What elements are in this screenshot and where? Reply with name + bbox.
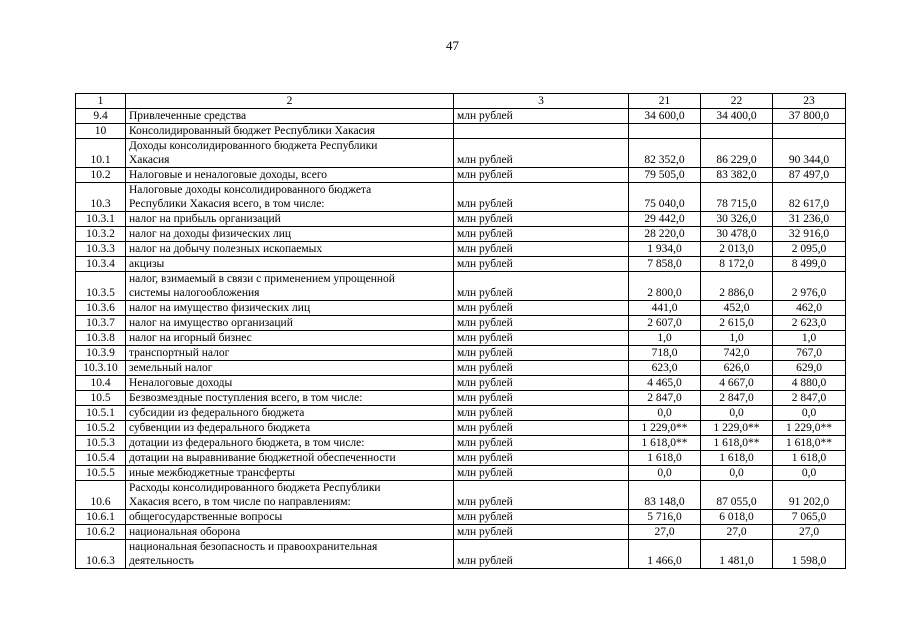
row-code: 10.5.5 <box>76 466 126 481</box>
row-code: 10.3.5 <box>76 272 126 301</box>
value-21: 34 600,0 <box>629 109 701 124</box>
value-23: 32 916,0 <box>773 227 846 242</box>
row-name: налог на имущество физических лиц <box>126 301 454 316</box>
row-code: 10.5.4 <box>76 451 126 466</box>
value-23: 31 236,0 <box>773 212 846 227</box>
value-21: 83 148,0 <box>629 481 701 510</box>
header-cell: 23 <box>773 94 846 109</box>
row-unit: млн рублей <box>454 421 629 436</box>
table-row <box>76 316 846 331</box>
row-name: дотации на выравнивание бюджетной обеспеченности <box>126 451 454 466</box>
row-unit: млн рублей <box>454 316 629 331</box>
value-21: 2 847,0 <box>629 391 701 406</box>
value-23: 4 880,0 <box>773 376 846 391</box>
table-row <box>76 109 846 124</box>
value-21: 2 800,0 <box>629 272 701 301</box>
row-name: налог на доходы физических лиц <box>126 227 454 242</box>
row-code: 10.3.6 <box>76 301 126 316</box>
row-code: 10.6.1 <box>76 510 126 525</box>
row-unit: млн рублей <box>454 391 629 406</box>
row-code: 10.6 <box>76 481 126 510</box>
row-unit: млн рублей <box>454 301 629 316</box>
row-code: 10.2 <box>76 168 126 183</box>
row-code: 10 <box>76 124 126 139</box>
value-22: 6 018,0 <box>701 510 773 525</box>
value-21: 7 858,0 <box>629 257 701 272</box>
row-name: Неналоговые доходы <box>126 376 454 391</box>
row-name: транспортный налог <box>126 346 454 361</box>
row-unit: млн рублей <box>454 466 629 481</box>
row-code: 10.6.2 <box>76 525 126 540</box>
table-row <box>76 421 846 436</box>
value-21: 441,0 <box>629 301 701 316</box>
value-22: 2 847,0 <box>701 391 773 406</box>
value-21: 82 352,0 <box>629 139 701 168</box>
table-row <box>76 257 846 272</box>
value-23: 1,0 <box>773 331 846 346</box>
table-row <box>76 331 846 346</box>
value-22: 2 886,0 <box>701 272 773 301</box>
value-22: 2 013,0 <box>701 242 773 257</box>
row-unit: млн рублей <box>454 361 629 376</box>
row-unit: млн рублей <box>454 331 629 346</box>
value-21: 1 618,0 <box>629 451 701 466</box>
value-22: 1,0 <box>701 331 773 346</box>
page-number: 47 <box>446 38 459 53</box>
row-name: налог на имущество организаций <box>126 316 454 331</box>
row-code: 10.3.1 <box>76 212 126 227</box>
value-23: 2 976,0 <box>773 272 846 301</box>
value-22: 742,0 <box>701 346 773 361</box>
row-code: 10.1 <box>76 139 126 168</box>
value-22: 4 667,0 <box>701 376 773 391</box>
value-21: 79 505,0 <box>629 168 701 183</box>
value-22: 1 481,0 <box>701 540 773 569</box>
value-21: 27,0 <box>629 525 701 540</box>
row-name: дотации из федерального бюджета, в том числе: <box>126 436 454 451</box>
value-23: 37 800,0 <box>773 109 846 124</box>
row-unit: млн рублей <box>454 525 629 540</box>
table-row <box>76 540 846 569</box>
value-22: 8 172,0 <box>701 257 773 272</box>
row-code: 10.3.9 <box>76 346 126 361</box>
row-name: субвенции из федерального бюджета <box>126 421 454 436</box>
header-cell: 2 <box>126 94 454 109</box>
row-code: 10.5 <box>76 391 126 406</box>
table-row <box>76 406 846 421</box>
row-name: акцизы <box>126 257 454 272</box>
row-unit <box>454 124 629 139</box>
value-23: 0,0 <box>773 466 846 481</box>
row-name: Безвозмездные поступления всего, в том числе: <box>126 391 454 406</box>
row-name: Консолидированный бюджет Республики Хакасия <box>126 124 454 139</box>
value-22: 83 382,0 <box>701 168 773 183</box>
value-23: 7 065,0 <box>773 510 846 525</box>
value-21: 4 465,0 <box>629 376 701 391</box>
table-row <box>76 361 846 376</box>
row-name: иные межбюджетные трансферты <box>126 466 454 481</box>
table-row <box>76 510 846 525</box>
table-header-row <box>76 94 846 109</box>
row-name: общегосударственные вопросы <box>126 510 454 525</box>
row-name: земельный налог <box>126 361 454 376</box>
value-23: 90 344,0 <box>773 139 846 168</box>
value-22: 86 229,0 <box>701 139 773 168</box>
row-code: 9.4 <box>76 109 126 124</box>
value-22: 0,0 <box>701 466 773 481</box>
table-row <box>76 168 846 183</box>
row-unit: млн рублей <box>454 376 629 391</box>
row-name: налог на добычу полезных ископаемых <box>126 242 454 257</box>
value-22: 87 055,0 <box>701 481 773 510</box>
table-row <box>76 139 846 168</box>
value-23: 1 618,0 <box>773 451 846 466</box>
value-23: 462,0 <box>773 301 846 316</box>
value-22: 34 400,0 <box>701 109 773 124</box>
value-21: 2 607,0 <box>629 316 701 331</box>
value-22: 1 618,0** <box>701 436 773 451</box>
value-21: 0,0 <box>629 466 701 481</box>
row-unit: млн рублей <box>454 272 629 301</box>
table-row <box>76 227 846 242</box>
value-22: 30 326,0 <box>701 212 773 227</box>
row-name: субсидии из федерального бюджета <box>126 406 454 421</box>
row-unit: млн рублей <box>454 242 629 257</box>
value-21: 75 040,0 <box>629 183 701 212</box>
value-23: 1 618,0** <box>773 436 846 451</box>
row-code: 10.3.10 <box>76 361 126 376</box>
row-unit: млн рублей <box>454 257 629 272</box>
row-code: 10.3.3 <box>76 242 126 257</box>
row-unit: млн рублей <box>454 346 629 361</box>
row-unit: млн рублей <box>454 436 629 451</box>
value-21: 1 934,0 <box>629 242 701 257</box>
value-23: 87 497,0 <box>773 168 846 183</box>
row-code: 10.6.3 <box>76 540 126 569</box>
table-row <box>76 451 846 466</box>
row-code: 10.3.7 <box>76 316 126 331</box>
table-row <box>76 212 846 227</box>
value-23: 2 847,0 <box>773 391 846 406</box>
value-21 <box>629 124 701 139</box>
value-23: 2 623,0 <box>773 316 846 331</box>
value-23: 1 598,0 <box>773 540 846 569</box>
header-cell: 21 <box>629 94 701 109</box>
table-row <box>76 346 846 361</box>
row-unit: млн рублей <box>454 406 629 421</box>
row-code: 10.5.3 <box>76 436 126 451</box>
value-23: 0,0 <box>773 406 846 421</box>
value-21: 0,0 <box>629 406 701 421</box>
value-23: 82 617,0 <box>773 183 846 212</box>
row-name: налог на игорный бизнес <box>126 331 454 346</box>
table-row <box>76 466 846 481</box>
row-name: Привлеченные средства <box>126 109 454 124</box>
value-22: 30 478,0 <box>701 227 773 242</box>
value-23: 91 202,0 <box>773 481 846 510</box>
table-row <box>76 481 846 510</box>
row-code: 10.5.1 <box>76 406 126 421</box>
value-22: 2 615,0 <box>701 316 773 331</box>
value-21: 29 442,0 <box>629 212 701 227</box>
row-code: 10.3 <box>76 183 126 212</box>
value-22: 78 715,0 <box>701 183 773 212</box>
row-name: Налоговые и неналоговые доходы, всего <box>126 168 454 183</box>
table-row <box>76 301 846 316</box>
row-unit: млн рублей <box>454 212 629 227</box>
row-name: налог на прибыль организаций <box>126 212 454 227</box>
value-22: 452,0 <box>701 301 773 316</box>
value-21: 1 466,0 <box>629 540 701 569</box>
budget-table <box>75 93 846 569</box>
row-unit: млн рублей <box>454 481 629 510</box>
row-code: 10.4 <box>76 376 126 391</box>
row-name: Налоговые доходы консолидированного бюджета Республики Хакасия всего, в том числе: <box>126 183 454 212</box>
row-name: национальная оборона <box>126 525 454 540</box>
table-row <box>76 376 846 391</box>
value-22 <box>701 124 773 139</box>
row-code: 10.3.4 <box>76 257 126 272</box>
row-unit: млн рублей <box>454 183 629 212</box>
row-unit: млн рублей <box>454 227 629 242</box>
table-row <box>76 436 846 451</box>
table-row <box>76 272 846 301</box>
row-unit: млн рублей <box>454 540 629 569</box>
value-23 <box>773 124 846 139</box>
row-unit: млн рублей <box>454 510 629 525</box>
row-unit: млн рублей <box>454 168 629 183</box>
header-cell: 1 <box>76 94 126 109</box>
value-23: 629,0 <box>773 361 846 376</box>
value-23: 2 095,0 <box>773 242 846 257</box>
row-name: национальная безопасность и правоохранительная деятельность <box>126 540 454 569</box>
table-row <box>76 242 846 257</box>
row-unit: млн рублей <box>454 109 629 124</box>
header-cell: 22 <box>701 94 773 109</box>
row-code: 10.3.2 <box>76 227 126 242</box>
row-name: Доходы консолидированного бюджета Республики Хакасия <box>126 139 454 168</box>
value-23: 8 499,0 <box>773 257 846 272</box>
row-unit: млн рублей <box>454 139 629 168</box>
value-21: 28 220,0 <box>629 227 701 242</box>
value-22: 626,0 <box>701 361 773 376</box>
table-row <box>76 183 846 212</box>
value-23: 767,0 <box>773 346 846 361</box>
value-21: 718,0 <box>629 346 701 361</box>
row-code: 10.3.8 <box>76 331 126 346</box>
table-row <box>76 525 846 540</box>
row-unit: млн рублей <box>454 451 629 466</box>
table-row <box>76 391 846 406</box>
value-21: 5 716,0 <box>629 510 701 525</box>
row-name: налог, взимаемый в связи с применением упрощенной системы налогообложения <box>126 272 454 301</box>
value-21: 1,0 <box>629 331 701 346</box>
value-23: 27,0 <box>773 525 846 540</box>
value-21: 623,0 <box>629 361 701 376</box>
value-23: 1 229,0** <box>773 421 846 436</box>
row-name: Расходы консолидированного бюджета Республики Хакасия всего, в том числе по направлениям: <box>126 481 454 510</box>
value-21: 1 229,0** <box>629 421 701 436</box>
row-code: 10.5.2 <box>76 421 126 436</box>
header-cell: 3 <box>454 94 629 109</box>
value-22: 27,0 <box>701 525 773 540</box>
value-22: 1 229,0** <box>701 421 773 436</box>
value-21: 1 618,0** <box>629 436 701 451</box>
value-22: 0,0 <box>701 406 773 421</box>
value-22: 1 618,0 <box>701 451 773 466</box>
table-row <box>76 124 846 139</box>
